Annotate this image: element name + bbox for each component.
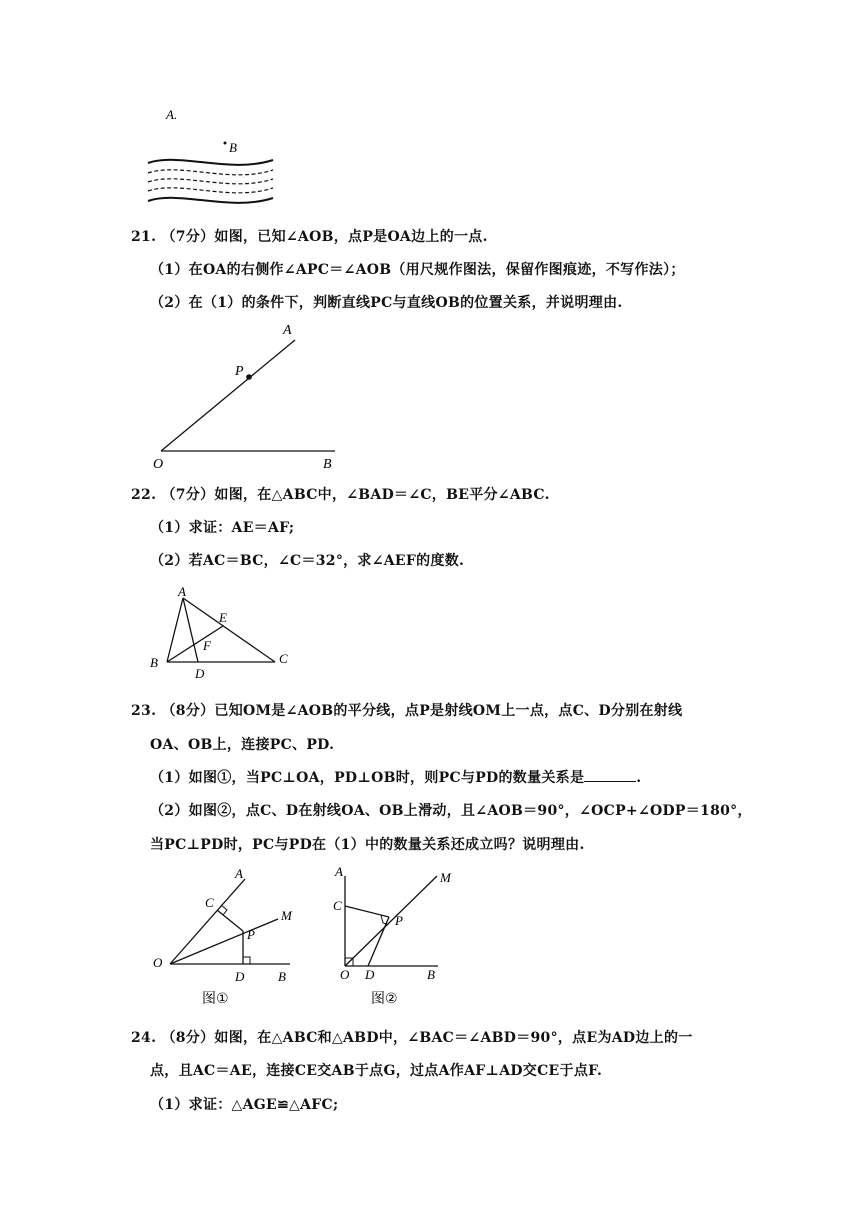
q23-figure-1	[150, 865, 300, 1010]
q22-number: 22.	[131, 487, 157, 503]
fig2-seg-dp	[368, 917, 389, 966]
river-bank-top	[148, 160, 273, 165]
fig1-right-angle-d	[243, 957, 250, 964]
fig1-label-m: M	[281, 908, 292, 923]
fig2-label-o: O	[340, 967, 350, 982]
q21-stem	[131, 226, 488, 246]
river-bank-bottom	[148, 198, 273, 203]
river-dash-1	[148, 170, 273, 175]
fig1-label-b: B	[278, 969, 286, 984]
q22-label-b: B	[150, 655, 158, 670]
q21-number: 21.	[131, 229, 157, 245]
fig2-caption: 图②	[371, 991, 398, 1007]
river-dash-3	[148, 188, 273, 193]
q24-stem-text1: （8分）如图，在△ABC和△ABD中，∠BAC＝∠ABD＝90°，点E为AD边上的一	[161, 1030, 693, 1046]
q23-part1	[150, 767, 641, 787]
q21-label-o: O	[153, 457, 164, 472]
fig2-label-p: P	[395, 913, 403, 928]
q21-part1: （1）在OA的右侧作∠APC＝∠AOB（用尺规作图法，保留作图痕迹，不写作法）；	[150, 262, 685, 278]
fig1-label-c: C	[205, 895, 214, 910]
fig1-seg-pc	[217, 910, 243, 931]
fig2-label-d: D	[365, 967, 375, 982]
fig1-label-p: P	[247, 927, 255, 942]
fig1-caption: 图①	[202, 991, 229, 1007]
q23-stem-line2: OA、OB上，连接PC、PD.	[150, 737, 335, 753]
fig1-label-o: O	[153, 955, 163, 970]
fig20-label-b: B	[229, 140, 237, 155]
q22-label-a: A	[178, 585, 186, 599]
fig1-label-d: D	[235, 969, 245, 984]
q22-label-e: E	[219, 610, 227, 625]
fig1-ray-om	[170, 919, 278, 964]
q23-number: 23.	[131, 703, 157, 719]
answer-blank	[584, 769, 636, 782]
q22-stem-text: （7分）如图，在△ABC中，∠BAD＝∠C，BE平分∠ABC.	[161, 487, 550, 503]
q22-stem	[131, 484, 550, 504]
point-p	[246, 374, 252, 380]
seg-be	[167, 626, 223, 662]
q22-part2: （2）若AC＝BC，∠C＝32°，求∠AEF的度数.	[150, 553, 465, 569]
seg-ab	[167, 598, 183, 662]
fig2-label-a: A	[335, 864, 343, 879]
ray-oa	[161, 340, 295, 451]
river-dash-2	[148, 179, 273, 184]
q23-figure-2	[325, 862, 475, 1010]
fig1-ray-oa	[170, 879, 245, 964]
fig2-label-b: B	[427, 967, 435, 982]
fig1-label-a: A	[235, 866, 243, 881]
q24-part1: （1）求证：△AGE≌△AFC;	[150, 1097, 339, 1113]
q21-stem-text: （7分）如图，已知∠AOB，点P是OA边上的一点.	[161, 229, 488, 245]
q23-part2-line2: 当PC⊥PD时，PC与PD在（1）中的数量关系还成立吗？说明理由.	[150, 837, 585, 853]
q22-label-f: F	[203, 638, 211, 653]
q22-part1: （1）求证：AE＝AF;	[150, 520, 295, 536]
fig2-seg-cp	[345, 906, 389, 917]
q22-label-d: D	[195, 666, 205, 681]
river-figure	[140, 100, 290, 215]
fig2-label-c: C	[333, 898, 342, 913]
fig2-label-m: M	[440, 870, 451, 885]
q24-stem-line1	[131, 1027, 693, 1047]
q22-figure	[145, 585, 305, 685]
fig20-label-a: A.	[166, 107, 178, 122]
q21-figure	[145, 320, 355, 475]
q23-part2-line1: （2）如图②，点C、D在射线OA、OB上滑动，且∠AOB＝90°，∠OCP+∠ODP＝180°，	[150, 803, 752, 819]
fig20-point-b	[224, 142, 227, 145]
q24-number: 24.	[131, 1030, 157, 1046]
q22-label-c: C	[279, 651, 288, 666]
fig2-ray-om	[345, 876, 437, 966]
q23-stem-text1: （8分）已知OM是∠AOB的平分线，点P是射线OM上一点，点C、D分别在射线	[161, 703, 683, 719]
q23-part1-text: （1）如图①，当PC⊥OA，PD⊥OB时，则PC与PD的数量关系是	[150, 770, 585, 786]
q24-stem-line2: 点，且AC＝AE，连接CE交AB于点G，过点A作AF⊥AD交CE于点F.	[150, 1063, 603, 1079]
seg-ac	[183, 598, 275, 662]
q21-part2: （2）在（1）的条件下，判断直线PC与直线OB的位置关系，并说明理由.	[150, 295, 623, 311]
q21-label-b: B	[323, 457, 332, 472]
q23-part1-end: .	[636, 770, 642, 786]
q21-label-a: A	[283, 323, 292, 338]
q21-label-p: P	[235, 364, 244, 379]
q23-stem-line1	[131, 700, 682, 720]
